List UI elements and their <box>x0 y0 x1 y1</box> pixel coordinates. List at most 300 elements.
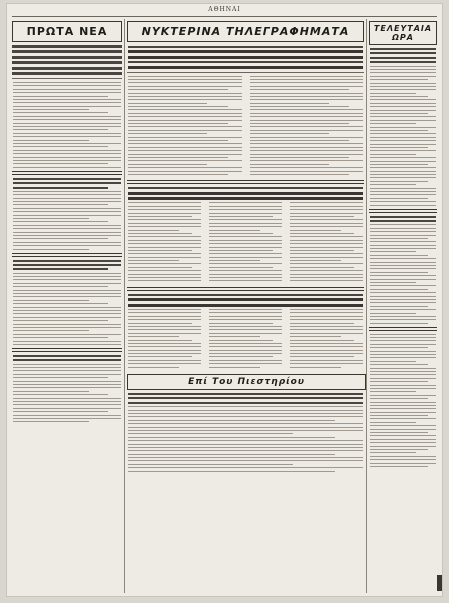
text-line <box>128 260 179 261</box>
text-line <box>370 191 436 192</box>
text-line <box>370 371 436 372</box>
text-line <box>370 456 436 457</box>
text-line <box>370 463 436 464</box>
text-line <box>370 241 436 242</box>
text-line <box>128 209 201 210</box>
text-line <box>250 157 350 158</box>
rule <box>369 327 437 331</box>
text-line <box>13 334 121 335</box>
text-line <box>13 225 121 226</box>
text-line <box>250 143 364 144</box>
text-line <box>370 466 428 467</box>
text-line <box>370 432 428 433</box>
text-line <box>13 143 121 144</box>
text-line <box>128 147 242 148</box>
text-line <box>370 164 428 165</box>
rule <box>12 253 122 257</box>
text-line <box>250 93 364 94</box>
text-line <box>370 378 436 379</box>
text-line <box>370 272 428 273</box>
text-line <box>370 69 436 70</box>
text-line <box>13 296 121 297</box>
text-line <box>209 240 282 241</box>
text-line <box>370 194 436 195</box>
text-line <box>128 174 228 175</box>
text-line <box>209 206 282 207</box>
left-box-title: ΠΡΩΤΑ ΝΕΑ <box>12 21 122 42</box>
text-line <box>370 334 436 335</box>
text-line <box>370 337 436 338</box>
text-line <box>370 106 436 107</box>
text-line <box>13 408 121 409</box>
text-line <box>13 89 121 90</box>
text-line <box>209 253 282 254</box>
binding-marker <box>437 575 442 591</box>
text-line <box>128 467 363 468</box>
text-line <box>370 323 428 324</box>
text-line <box>13 370 121 371</box>
text-line <box>13 242 121 243</box>
text-line <box>13 218 89 219</box>
text-line <box>128 99 242 100</box>
text-line <box>290 247 363 248</box>
text-line <box>209 223 282 224</box>
column-rule <box>366 19 367 593</box>
text-line <box>128 202 201 203</box>
rule <box>127 287 364 291</box>
text-line <box>370 96 428 97</box>
text-line <box>370 459 436 460</box>
text-line <box>13 96 108 97</box>
text-line <box>128 86 242 87</box>
text-line <box>370 174 436 175</box>
middle-subhead <box>127 294 364 307</box>
left-body-text <box>12 82 122 168</box>
text-line <box>128 430 363 431</box>
text-line <box>128 343 201 344</box>
text-line <box>128 319 201 320</box>
text-line <box>370 167 436 168</box>
text-line <box>128 103 207 104</box>
text-line <box>13 374 121 375</box>
text-line <box>370 351 436 352</box>
text-line <box>290 343 363 344</box>
text-line <box>128 367 179 368</box>
text-line <box>370 385 436 386</box>
text-line <box>370 429 436 430</box>
text-line <box>128 120 242 121</box>
text-line <box>290 202 363 203</box>
middle-headline <box>127 46 364 69</box>
text-line <box>128 333 201 334</box>
rule <box>12 171 122 175</box>
text-line <box>128 270 201 271</box>
text-line <box>250 140 350 141</box>
text-line <box>13 384 121 385</box>
text-line <box>370 157 436 158</box>
left-subhead <box>12 260 122 271</box>
text-line <box>128 363 201 364</box>
text-line <box>370 289 428 290</box>
text-line <box>13 191 121 192</box>
text-line <box>370 313 416 314</box>
text-line <box>209 216 273 217</box>
text-line <box>370 402 436 403</box>
text-line <box>13 307 121 308</box>
text-line <box>128 171 242 172</box>
text-line <box>370 127 436 128</box>
masthead-title: ΑΘΗΝΑΙ <box>208 6 241 13</box>
text-line <box>250 123 350 124</box>
text-line <box>290 329 363 330</box>
text-line <box>290 230 341 231</box>
text-line <box>370 275 436 276</box>
text-line <box>128 154 242 155</box>
text-line <box>128 267 192 268</box>
left-subhead <box>12 178 122 189</box>
rule <box>12 348 122 352</box>
text-line <box>128 140 228 141</box>
text-line <box>209 250 273 251</box>
text-line <box>370 171 436 172</box>
text-line <box>13 123 121 124</box>
text-line <box>370 161 436 162</box>
text-line <box>13 116 121 117</box>
text-line <box>209 277 282 278</box>
text-line <box>13 320 108 321</box>
text-line <box>13 279 121 280</box>
text-line <box>128 350 201 351</box>
text-line <box>128 353 201 354</box>
text-line <box>128 76 242 77</box>
text-line <box>13 303 108 304</box>
text-line <box>13 344 121 345</box>
text-line <box>13 82 121 83</box>
text-line <box>290 260 341 261</box>
text-line <box>250 126 364 127</box>
text-line <box>13 421 89 422</box>
text-line <box>250 174 350 175</box>
text-line <box>370 408 436 409</box>
text-line <box>370 415 428 416</box>
text-line <box>290 319 363 320</box>
text-line <box>128 233 192 234</box>
text-line <box>128 236 201 237</box>
middle-mid-text <box>127 202 364 283</box>
text-line <box>209 219 282 220</box>
text-line <box>370 364 428 365</box>
text-line <box>128 312 201 313</box>
text-line <box>128 471 335 472</box>
text-line <box>370 150 436 151</box>
text-line <box>128 206 201 207</box>
text-line <box>370 306 428 307</box>
text-line <box>209 323 273 324</box>
right-headline <box>369 48 437 63</box>
text-line <box>13 276 121 277</box>
text-line <box>290 216 354 217</box>
text-line <box>13 387 121 388</box>
text-line <box>370 302 436 303</box>
text-line <box>13 140 89 141</box>
rule <box>12 78 122 79</box>
text-line <box>13 286 108 287</box>
text-line <box>13 221 108 222</box>
text-line <box>128 247 201 248</box>
text-line <box>370 309 436 310</box>
text-line <box>250 113 364 114</box>
text-line <box>13 300 89 301</box>
middle-top-text <box>127 76 364 178</box>
text-line <box>128 213 201 214</box>
left-column <box>12 19 122 593</box>
rule <box>127 180 364 184</box>
text-line <box>370 357 436 358</box>
text-line <box>370 442 436 443</box>
text-line <box>13 160 121 161</box>
text-line <box>13 201 121 202</box>
text-line <box>370 319 436 320</box>
text-line <box>250 99 364 100</box>
text-line <box>128 130 242 131</box>
text-line <box>13 238 108 239</box>
text-line <box>250 109 364 110</box>
text-line <box>128 316 201 317</box>
text-line <box>13 293 121 294</box>
text-line <box>13 327 121 328</box>
text-line <box>290 333 363 334</box>
text-line <box>13 324 121 325</box>
text-line <box>13 106 121 107</box>
text-line <box>128 413 363 414</box>
text-line <box>250 106 350 107</box>
text-line <box>290 236 363 237</box>
text-line <box>13 136 121 137</box>
text-line <box>370 340 436 341</box>
text-line <box>370 251 416 252</box>
text-line <box>370 422 416 423</box>
middle-subhead <box>127 187 364 200</box>
text-line <box>370 265 436 266</box>
text-line <box>370 285 436 286</box>
text-line <box>128 126 242 127</box>
text-line <box>13 273 121 274</box>
text-line <box>370 391 416 392</box>
text-line <box>370 292 436 293</box>
text-line <box>370 110 436 111</box>
text-line <box>209 202 282 203</box>
text-line <box>250 164 329 165</box>
text-line <box>290 223 363 224</box>
right-column <box>369 19 437 593</box>
text-line <box>128 79 242 80</box>
text-line <box>290 323 354 324</box>
text-line <box>13 290 121 291</box>
text-line <box>128 457 363 458</box>
text-line <box>370 228 436 229</box>
text-line <box>128 447 363 448</box>
text-line <box>250 160 364 161</box>
text-line <box>370 224 436 225</box>
text-line <box>209 333 282 334</box>
text-line <box>13 411 108 412</box>
text-line <box>128 89 228 90</box>
text-line <box>13 215 121 216</box>
text-line <box>13 208 121 209</box>
text-line <box>370 181 428 182</box>
text-line <box>370 177 436 178</box>
text-line <box>128 444 363 445</box>
text-line <box>128 336 179 337</box>
text-line <box>209 236 282 237</box>
text-line <box>370 439 436 440</box>
text-line <box>370 113 428 114</box>
text-line <box>128 116 242 117</box>
text-line <box>128 243 201 244</box>
text-line <box>128 157 228 158</box>
text-line <box>370 262 436 263</box>
text-line <box>128 433 293 434</box>
text-line <box>370 452 416 453</box>
text-line <box>128 230 179 231</box>
text-line <box>13 401 121 402</box>
text-line <box>250 96 364 97</box>
text-line <box>13 404 121 405</box>
text-line <box>128 464 293 465</box>
text-line <box>128 226 201 227</box>
text-line <box>370 374 436 375</box>
text-line <box>370 144 436 145</box>
text-line <box>128 133 207 134</box>
text-line <box>209 329 282 330</box>
text-line <box>209 343 282 344</box>
text-line <box>209 209 282 210</box>
text-line <box>128 106 228 107</box>
text-line <box>13 398 121 399</box>
text-line <box>370 268 436 269</box>
right-body-text <box>369 334 437 467</box>
newspaper-page <box>6 3 443 597</box>
text-line <box>209 367 260 368</box>
text-line <box>128 427 363 428</box>
text-line <box>209 257 282 258</box>
text-line <box>250 147 364 148</box>
text-line <box>370 147 428 148</box>
text-line <box>13 341 121 342</box>
text-line <box>370 120 436 121</box>
text-line <box>209 363 282 364</box>
text-line <box>13 394 108 395</box>
text-line <box>250 120 364 121</box>
text-line <box>13 167 121 168</box>
text-line <box>128 460 363 461</box>
text-line <box>290 253 363 254</box>
text-line <box>370 83 436 84</box>
text-line <box>290 350 363 351</box>
text-line <box>370 93 416 94</box>
text-line <box>13 99 121 100</box>
text-line <box>13 418 121 419</box>
text-line <box>290 367 341 368</box>
text-line <box>209 360 282 361</box>
text-line <box>209 274 282 275</box>
text-line <box>290 240 363 241</box>
text-line <box>290 309 363 310</box>
text-line <box>13 249 89 250</box>
text-line <box>370 248 436 249</box>
text-line <box>370 316 436 317</box>
text-line <box>290 353 363 354</box>
text-line <box>13 126 121 127</box>
text-line <box>290 267 354 268</box>
text-line <box>13 163 108 164</box>
text-line <box>128 280 201 281</box>
text-line <box>370 368 436 369</box>
text-line <box>250 171 364 172</box>
text-line <box>13 232 121 233</box>
text-line <box>370 116 436 117</box>
text-line <box>370 184 416 185</box>
text-line <box>128 420 335 421</box>
text-line <box>290 346 363 347</box>
text-line <box>13 85 121 86</box>
text-line <box>13 198 121 199</box>
right-body-text <box>369 66 437 206</box>
text-line <box>128 340 192 341</box>
text-line <box>13 109 89 110</box>
middle-final-headline <box>127 393 364 404</box>
rule <box>369 209 437 213</box>
text-line <box>209 312 282 313</box>
text-line <box>370 395 436 396</box>
text-line <box>370 381 428 382</box>
text-line <box>13 211 121 212</box>
text-line <box>13 157 121 158</box>
text-line <box>290 250 354 251</box>
text-line <box>290 356 354 357</box>
text-line <box>128 346 201 347</box>
text-line <box>128 150 242 151</box>
text-line <box>370 425 436 426</box>
text-line <box>250 154 364 155</box>
text-line <box>370 279 436 280</box>
text-line <box>13 112 108 113</box>
text-line <box>370 238 428 239</box>
text-line <box>209 336 260 337</box>
text-line <box>128 356 192 357</box>
middle-lower-box: Επί Του Πιεστηρίου <box>127 374 366 390</box>
text-line <box>209 263 282 264</box>
text-line <box>128 326 201 327</box>
text-line <box>128 309 201 310</box>
text-line <box>290 336 341 337</box>
text-line <box>128 93 242 94</box>
text-line <box>128 164 207 165</box>
middle-column <box>127 19 364 593</box>
text-line <box>370 72 436 73</box>
text-line <box>209 350 282 351</box>
right-box-title: ΤΕΛΕΥΤΑΙΑ ΩΡΑ <box>369 21 437 45</box>
text-line <box>209 353 282 354</box>
text-line <box>128 96 242 97</box>
text-line <box>370 133 436 134</box>
text-line <box>370 412 436 413</box>
text-line <box>209 270 282 271</box>
text-line <box>370 123 416 124</box>
middle-lower-text <box>127 309 364 370</box>
text-line <box>370 235 436 236</box>
text-line <box>13 377 108 378</box>
